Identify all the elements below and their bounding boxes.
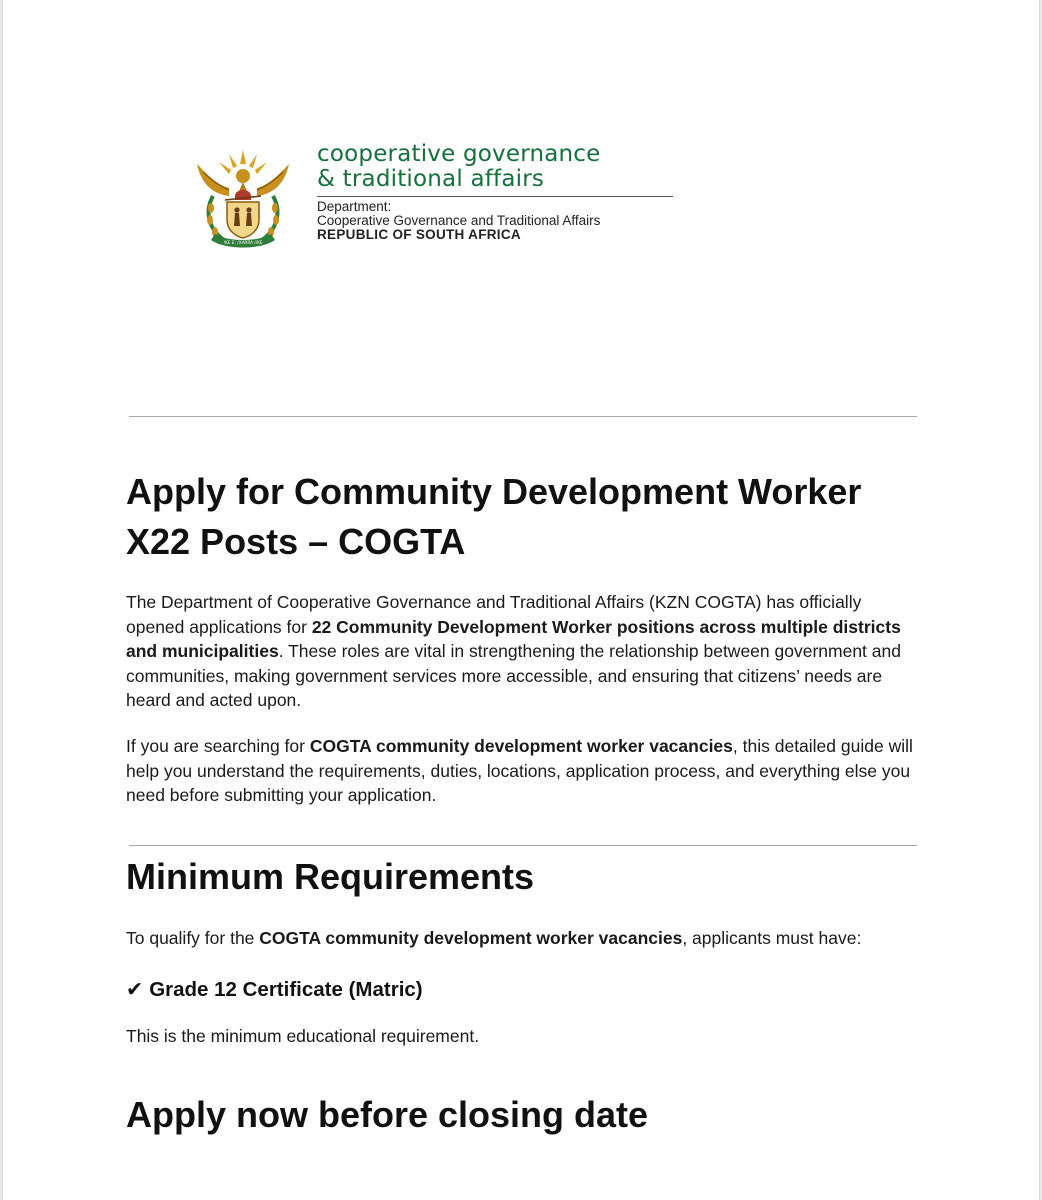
guide-text-1: If you are searching for [126, 736, 310, 756]
crest-motto-text: !KE E: /XARRA //KE [223, 240, 263, 245]
guide-bold: COGTA community development worker vacancies [309, 736, 733, 756]
guide-paragraph [126, 734, 921, 808]
divider-top [129, 416, 917, 417]
qualify-paragraph [126, 926, 921, 951]
logo-country: REPUBLIC OF SOUTH AFRICA [317, 227, 521, 242]
qualify-text-2: , applicants must have: [682, 928, 862, 948]
requirements-heading: Minimum Requirements [126, 856, 535, 897]
guide-text-2: , this detailed guide will help you understand the requirements, duties, locations, application process, and everything else you need before submitting your application. [126, 736, 913, 806]
intro-text-1: The Department of Cooperative Governance and Traditional Affairs (KZN COGTA) has officially opened applications for [126, 592, 862, 637]
intro-paragraph [126, 590, 921, 713]
qualify-text-1: To qualify for the [126, 928, 260, 948]
logo-text-group [317, 142, 677, 242]
qualify-bold: COGTA community development worker vacancies [259, 928, 683, 948]
requirement-item-label: Grade 12 Certificate (Matric) [149, 978, 423, 1001]
requirement-item [126, 975, 921, 1004]
checkmark-icon: ✔ [126, 977, 144, 1001]
requirement-note: This is the minimum educational requirement. [126, 1026, 480, 1046]
closing-heading: Apply now before closing date [126, 1094, 649, 1135]
intro-bold: 22 Community Development Worker positions across multiple districts and municipalities [126, 616, 901, 662]
logo-title-line-2: & traditional affairs [317, 166, 545, 192]
article-title: Apply for Community Development Worker X22 Posts – COGTA [126, 471, 862, 562]
document-page [2, 0, 1040, 1200]
coat-of-arms-icon [189, 144, 297, 252]
intro-text-2: . These roles are vital in strengthening the relationship between government and communities, making government services more accessible, and ensuring that citizens’ needs are heard and acted upon. [126, 641, 901, 711]
logo-divider [317, 196, 673, 197]
department-logo [189, 138, 679, 256]
divider-middle [129, 845, 917, 846]
logo-title-line-1: cooperative governance [317, 141, 601, 167]
logo-department-name: Cooperative Governance and Traditional Affairs [317, 213, 601, 228]
logo-department-label: Department: [317, 199, 392, 214]
